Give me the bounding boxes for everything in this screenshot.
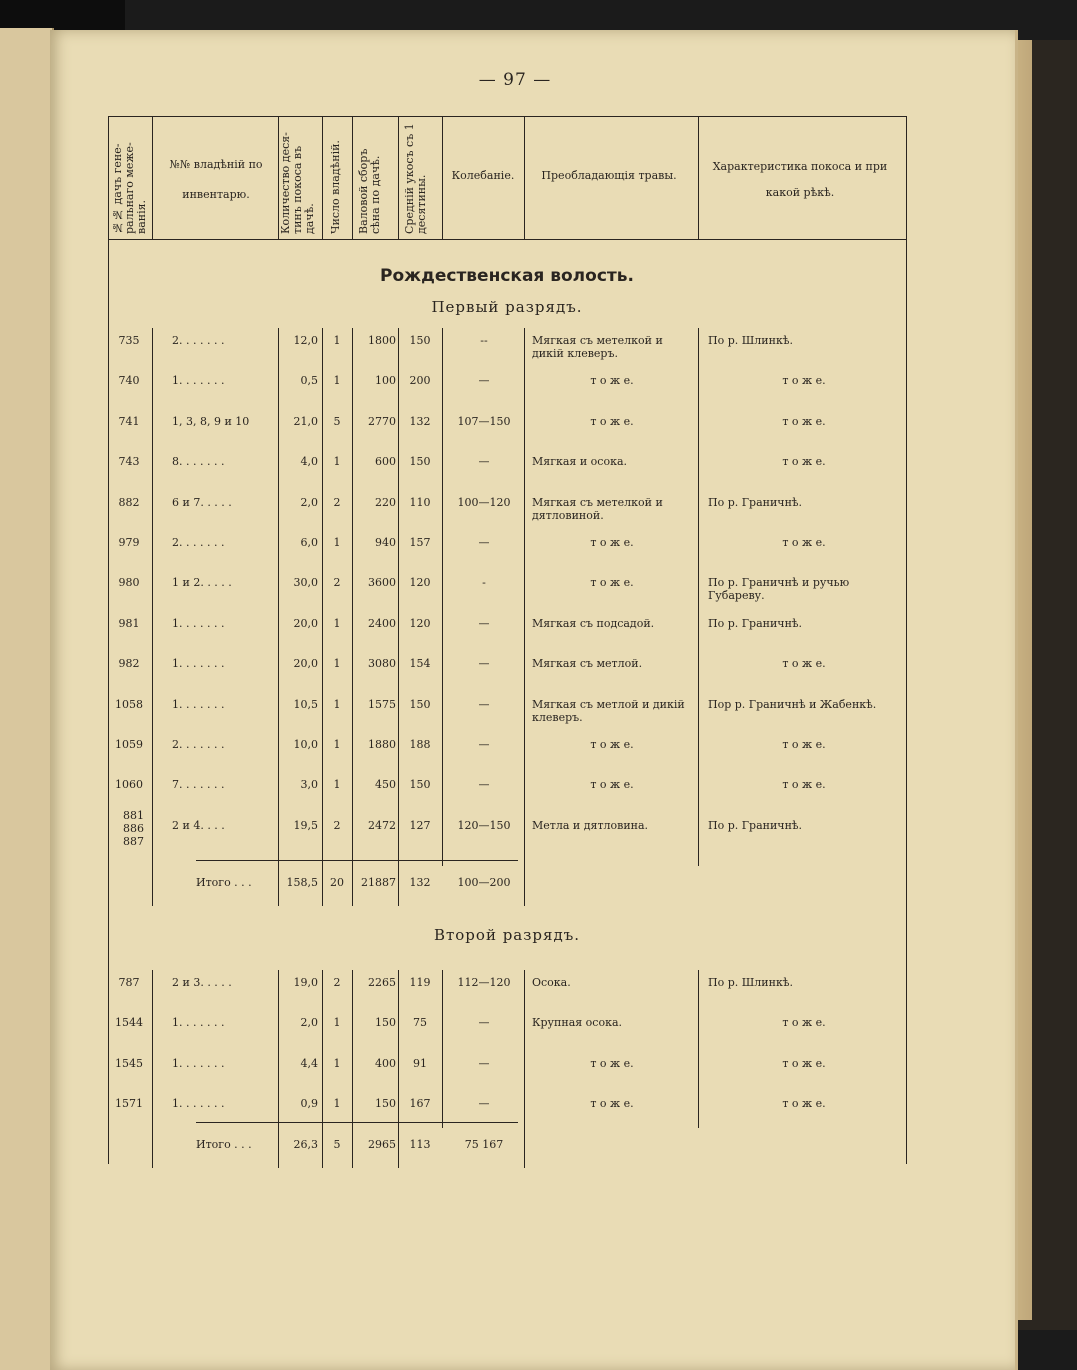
col-divider: [322, 970, 323, 1168]
cell-n: 5: [333, 414, 341, 428]
header-col-divider: [442, 116, 443, 239]
cell-s: 2770: [368, 414, 396, 428]
cell-a: 10,0: [293, 738, 318, 751]
cell-v: 6 и 7. . . . .: [172, 495, 232, 509]
cell-g: Мягкая съ подсадой.: [532, 616, 655, 630]
total-count: 5: [333, 1138, 341, 1151]
cell-d: 1058: [115, 697, 143, 711]
cell-k: 112—120: [457, 976, 511, 989]
header-area: Количество деся-тинъ покоса въ дачѣ.: [279, 132, 316, 234]
cell-v: 1. . . . . . .: [172, 1016, 225, 1030]
cell-n: 1: [333, 536, 341, 549]
cell-s: 3600: [368, 576, 396, 590]
cell-s: 450: [375, 778, 396, 792]
header-col-divider: [352, 116, 353, 239]
cell-n: 2: [333, 976, 341, 989]
cell-v: 2 и 4. . . .: [172, 818, 225, 832]
cell-v: 1 и 2. . . . .: [172, 576, 232, 590]
cell-d: 743: [118, 455, 140, 469]
cell-k: —: [478, 778, 490, 792]
cell-y: 150: [409, 697, 431, 711]
cell-g: Мягкая съ метелкой и дятловиной.: [532, 495, 663, 522]
cell-g: т о ж е.: [590, 374, 634, 388]
cell-v: 2. . . . . . .: [172, 334, 225, 347]
header-col-divider: [152, 116, 153, 239]
cell-d: 881 886 887: [123, 808, 144, 848]
header-grasses: Преобладающія травы.: [541, 169, 677, 182]
cell-v: 2. . . . . . .: [172, 738, 225, 751]
cell-d: 979: [118, 536, 140, 549]
cell-k: 107—150: [457, 414, 511, 428]
cell-d: 1544: [115, 1016, 143, 1030]
cell-v: 1. . . . . . .: [172, 374, 225, 388]
cell-g: Мягкая и осока.: [532, 455, 627, 469]
cell-n: 1: [333, 657, 341, 671]
cell-v: 8. . . . . . .: [172, 455, 225, 469]
col-divider: [398, 970, 399, 1168]
total-rule: [196, 860, 518, 861]
cell-n: 1: [333, 616, 341, 630]
cell-g: Мягкая съ метелкой и дикій клеверъ.: [532, 334, 663, 360]
cell-d: 982: [118, 657, 140, 671]
table-left-border: [108, 116, 109, 1164]
cell-y: 150: [409, 334, 431, 347]
cell-s: 2400: [368, 616, 396, 630]
cell-k: 120—150: [457, 818, 511, 832]
cell-g: Метла и дятловина.: [532, 818, 649, 832]
cell-d: 740: [118, 374, 140, 388]
cell-y: 150: [409, 455, 431, 469]
cell-n: 2: [333, 576, 341, 590]
cell-g: Мягкая съ метлой.: [532, 657, 643, 671]
col-divider: [442, 970, 443, 1128]
cell-d: 735: [118, 334, 140, 347]
cell-g: т о ж е.: [590, 536, 634, 549]
cell-c: т о ж е.: [782, 738, 826, 751]
cell-a: 2,0: [300, 1016, 318, 1030]
cell-c: По р. Граничнѣ.: [708, 616, 803, 630]
cell-c: По р. Шлинкѣ.: [708, 334, 793, 347]
cell-c: т о ж е.: [782, 1056, 826, 1070]
cell-d: 1060: [115, 778, 143, 792]
cell-y: 188: [409, 738, 431, 751]
cell-c: По р. Граничнѣ и ручью Губареву.: [708, 576, 850, 603]
cell-a: 2,0: [300, 495, 318, 509]
cell-s: 400: [375, 1056, 396, 1070]
cell-a: 0,9: [300, 1097, 318, 1111]
cell-a: 21,0: [293, 414, 318, 428]
cell-k: —: [478, 657, 490, 671]
cell-n: 1: [333, 374, 341, 388]
cell-d: 981: [118, 616, 140, 630]
cell-d: 1545: [115, 1056, 143, 1070]
cell-k: —: [478, 738, 490, 751]
cell-y: 75: [413, 1016, 427, 1030]
cell-c: Пор р. Граничнѣ и Жабенкѣ.: [708, 697, 877, 711]
cell-a: 20,0: [293, 657, 318, 671]
section2-title: Второй разрядъ.: [433, 926, 581, 944]
col-divider: [524, 970, 525, 1168]
hay-table: [108, 116, 906, 1164]
cell-a: 10,5: [293, 697, 318, 711]
cell-a: 30,0: [293, 576, 318, 590]
header-holding-number: №№ владѣній по инвентарю.: [169, 158, 263, 201]
cell-n: 1: [333, 1056, 341, 1070]
cell-s: 600: [375, 455, 396, 469]
cell-a: 4,0: [300, 455, 318, 469]
col-divider: [524, 328, 525, 906]
total-rule: [196, 1122, 518, 1123]
col-divider: [442, 328, 443, 866]
cell-c: т о ж е.: [782, 374, 826, 388]
cell-d: 1059: [115, 738, 143, 751]
cell-s: 940: [375, 536, 396, 549]
col-divider: [278, 328, 279, 906]
cell-a: 19,0: [293, 976, 318, 989]
header-dacha-number: №№ дачъ гене-ральнаго меже-ванія.: [111, 142, 148, 234]
cell-g: т о ж е.: [590, 414, 634, 428]
table-top-rule: [108, 116, 906, 117]
col-divider: [322, 328, 323, 906]
cell-y: 157: [409, 536, 431, 549]
cell-v: 1. . . . . . .: [172, 616, 225, 630]
header-col-divider: [398, 116, 399, 239]
total-avg: 113: [409, 1138, 431, 1151]
header-fluctuation: Колебаніе.: [451, 169, 515, 182]
cell-k: —: [478, 536, 490, 549]
cell-a: 19,5: [293, 818, 318, 832]
cell-y: 132: [409, 414, 431, 428]
cell-d: 741: [118, 414, 140, 428]
cell-k: —: [478, 1097, 490, 1111]
col-divider: [698, 328, 699, 866]
cell-s: 2265: [368, 976, 396, 989]
total-fluctuation: 75 167: [464, 1138, 504, 1151]
cell-n: 2: [333, 495, 341, 509]
cell-k: —: [478, 616, 490, 630]
cell-k: —: [478, 374, 490, 388]
cell-g: т о ж е.: [590, 778, 634, 792]
cell-y: 120: [409, 576, 431, 590]
cell-v: 1. . . . . . .: [172, 697, 225, 711]
cell-k: 100—120: [457, 495, 511, 509]
total-area: 158,5: [286, 876, 318, 889]
cell-n: 1: [333, 778, 341, 792]
total-avg: 132: [409, 876, 431, 889]
cell-n: 1: [333, 1016, 341, 1030]
page-number: — 97 —: [478, 70, 552, 90]
cell-g: Крупная осока.: [532, 1016, 623, 1030]
cell-n: 1: [333, 1097, 341, 1111]
cell-s: 1880: [368, 738, 396, 751]
cell-y: 150: [409, 778, 431, 792]
cell-v: 1. . . . . . .: [172, 1097, 225, 1111]
cell-a: 0,5: [300, 374, 318, 388]
cell-n: 1: [333, 697, 341, 711]
cell-c: т о ж е.: [782, 414, 826, 428]
cell-c: По р. Граничнѣ.: [708, 818, 803, 832]
cell-y: 167: [409, 1097, 431, 1111]
cell-v: 7. . . . . . .: [172, 778, 225, 792]
col-divider: [152, 328, 153, 906]
header-characteristic: Характеристика покоса и при какой рѣкѣ.: [712, 160, 888, 199]
cell-g: т о ж е.: [590, 576, 634, 590]
cell-a: 4,4: [300, 1056, 318, 1070]
cell-k: --: [480, 334, 488, 347]
cell-a: 3,0: [300, 778, 318, 792]
cell-y: 154: [409, 657, 431, 671]
header-col-divider: [698, 116, 699, 239]
header-holding-count: Число владѣній.: [329, 140, 342, 234]
cell-k: —: [478, 1016, 490, 1030]
total-label: Итого . . .: [196, 876, 252, 889]
volost-title: Рождественская волость.: [380, 266, 634, 286]
cell-s: 100: [375, 374, 396, 388]
col-divider: [398, 328, 399, 906]
cell-d: 787: [118, 976, 140, 989]
total-area: 26,3: [293, 1138, 318, 1151]
cell-n: 1: [333, 334, 341, 347]
total-yield: 2965: [368, 1138, 396, 1151]
total-label: Итого . . .: [196, 1138, 252, 1151]
total-yield: 21887: [361, 876, 396, 889]
cell-c: По р. Шлинкѣ.: [708, 976, 793, 989]
cell-c: т о ж е.: [782, 1016, 826, 1030]
cell-g: т о ж е.: [590, 1056, 634, 1070]
total-fluctuation: 100—200: [457, 876, 511, 889]
cell-g: Осока.: [532, 976, 571, 989]
cell-v: 1. . . . . . .: [172, 657, 225, 671]
cell-y: 200: [409, 374, 431, 388]
total-count: 20: [330, 876, 344, 889]
cell-s: 150: [375, 1097, 396, 1111]
cell-y: 120: [409, 616, 431, 630]
cell-g: т о ж е.: [590, 738, 634, 751]
col-divider: [278, 970, 279, 1168]
cell-s: 2472: [368, 818, 396, 832]
cell-d: 980: [118, 576, 140, 590]
cell-c: т о ж е.: [782, 1097, 826, 1111]
cell-n: 2: [333, 818, 341, 832]
cell-n: 1: [333, 738, 341, 751]
header-avg-yield: Средній укосъ съ 1 десятины.: [403, 123, 428, 234]
cell-y: 127: [409, 818, 431, 832]
cell-d: 1571: [115, 1097, 143, 1111]
cell-a: 12,0: [293, 334, 318, 347]
cell-s: 1575: [368, 697, 396, 711]
cell-v: 2 и 3. . . . .: [172, 976, 232, 989]
table-right-border: [906, 116, 907, 1164]
cell-v: 2. . . . . . .: [172, 536, 225, 549]
cell-s: 3080: [368, 657, 396, 671]
cell-s: 1800: [368, 334, 396, 347]
cell-g: Мягкая съ метлой и дикій клеверъ.: [532, 697, 685, 724]
cell-a: 6,0: [300, 536, 318, 549]
col-divider: [152, 970, 153, 1168]
cell-v: 1, 3, 8, 9 и 10: [172, 414, 250, 428]
header-bottom-rule: [108, 239, 906, 240]
cell-c: т о ж е.: [782, 455, 826, 469]
cell-g: т о ж е.: [590, 1097, 634, 1111]
cell-v: 1. . . . . . .: [172, 1056, 225, 1070]
cell-k: —: [478, 455, 490, 469]
cell-c: т о ж е.: [782, 536, 826, 549]
header-col-divider: [278, 116, 279, 239]
cell-c: т о ж е.: [782, 657, 826, 671]
cell-n: 1: [333, 455, 341, 469]
cell-s: 150: [375, 1016, 396, 1030]
header-col-divider: [524, 116, 525, 239]
header-col-divider: [322, 116, 323, 239]
cell-y: 119: [409, 976, 431, 989]
col-divider: [352, 970, 353, 1168]
section1-title: Первый разрядъ.: [431, 298, 583, 316]
cell-k: —: [478, 697, 490, 711]
col-divider: [352, 328, 353, 906]
header-total-yield: Валовой сборъ сѣна по дачѣ.: [357, 148, 382, 234]
col-divider: [698, 970, 699, 1128]
cell-k: —: [478, 1056, 490, 1070]
cell-y: 110: [409, 495, 431, 509]
cell-s: 220: [375, 495, 396, 509]
left-page-edge: [0, 28, 54, 1370]
cell-c: По р. Граничнѣ.: [708, 495, 803, 509]
cell-k: -: [482, 576, 486, 590]
cell-y: 91: [413, 1056, 427, 1070]
cell-d: 882: [118, 495, 140, 509]
cell-c: т о ж е.: [782, 778, 826, 792]
cell-a: 20,0: [293, 616, 318, 630]
